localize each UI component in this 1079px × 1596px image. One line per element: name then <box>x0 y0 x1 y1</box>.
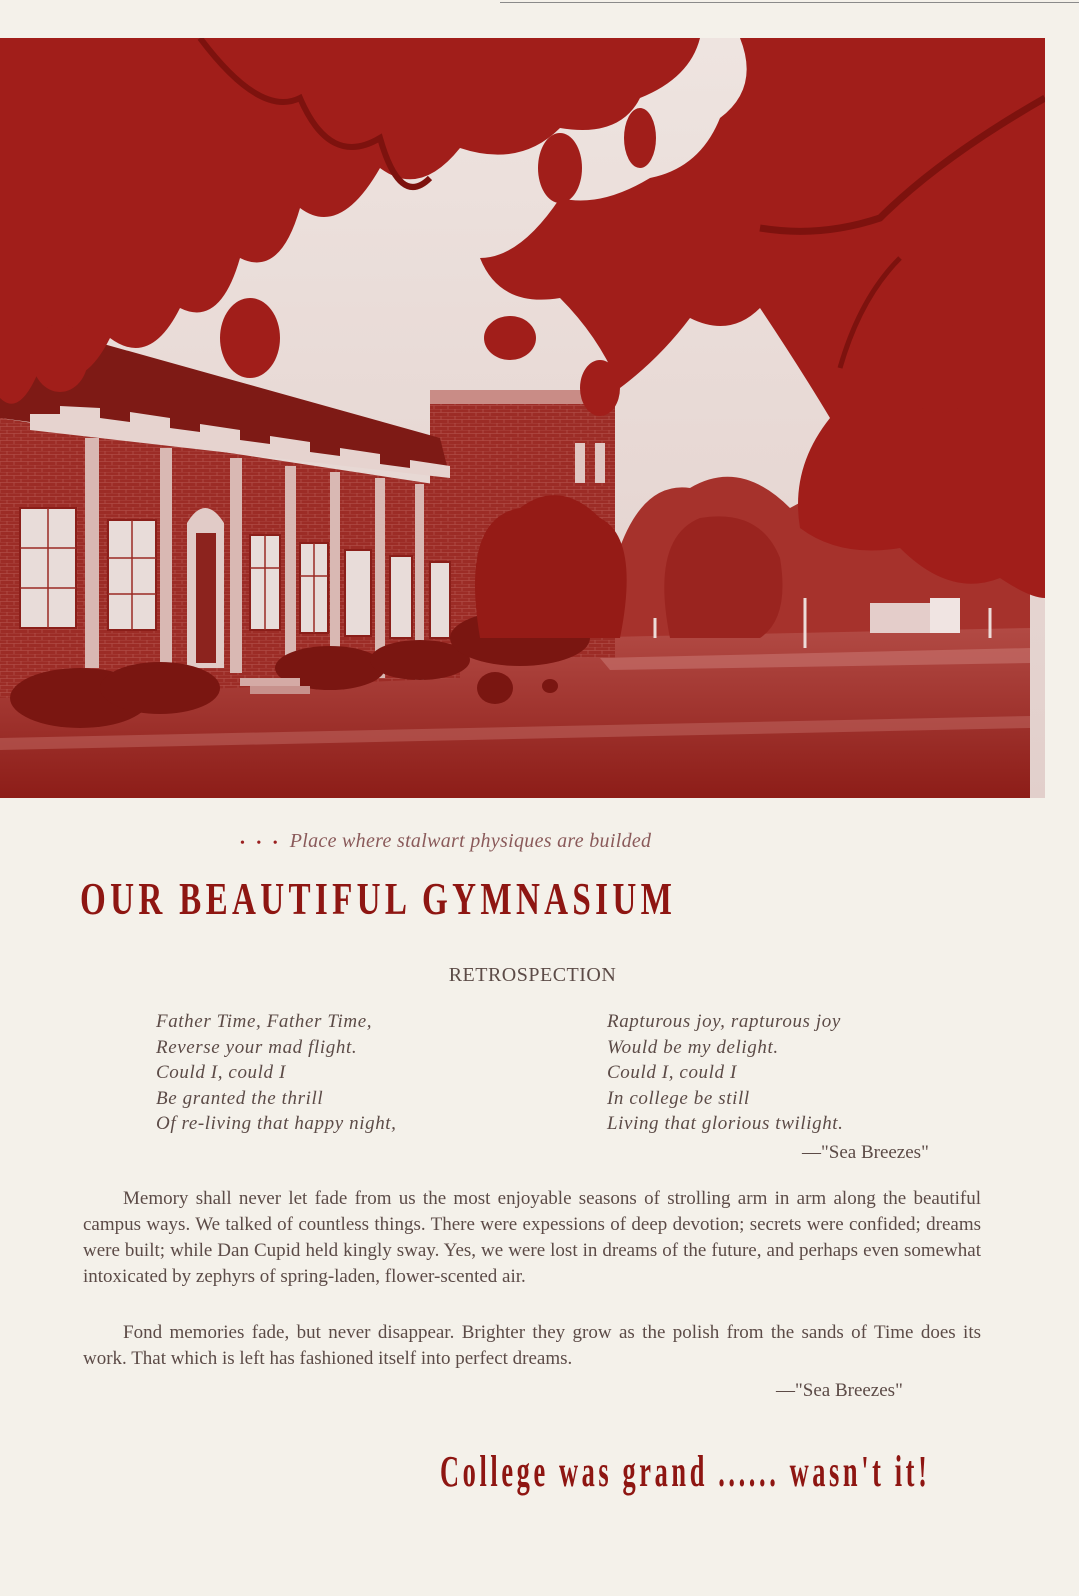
photo-caption <box>240 830 651 853</box>
poem-stanza-right <box>607 1009 844 1137</box>
prose-paragraph-1 <box>83 1186 981 1290</box>
poem-line: In college be still <box>607 1087 750 1109</box>
poem-line: Of re-living that happy night, <box>156 1113 397 1134</box>
poem-line: Rapturous joy, rapturous joy <box>607 1011 841 1032</box>
caption-bullets: • • • <box>240 836 282 851</box>
prose-paragraph-2 <box>83 1320 981 1372</box>
poem-line: Be granted the thrill <box>156 1087 324 1109</box>
poem-stanza-left <box>156 1009 397 1137</box>
page-title: OUR BEAUTIFUL GYMNASIUM <box>80 873 677 924</box>
prose-attribution: —"Sea Breezes" <box>776 1380 903 1401</box>
paragraph-text: Fond memories fade, but never disappear. Brighter they grow as the polish from the sands of Time does its work. That which is left has fashioned itself into perfect dreams. <box>83 1322 981 1369</box>
poem-title: RETROSPECTION <box>448 964 617 986</box>
top-rule <box>500 2 1079 3</box>
closing-line: College was grand ...... wasn't it! <box>440 1447 931 1496</box>
gymnasium-photo <box>0 38 1045 798</box>
poem-line: Reverse your mad flight. <box>156 1036 358 1058</box>
poem-line: Father Time, Father Time, <box>156 1011 373 1032</box>
poem-attribution: —"Sea Breezes" <box>802 1142 929 1163</box>
poem-line: Living that glorious twilight. <box>607 1113 844 1134</box>
poem-line: Could I, could I <box>156 1062 286 1083</box>
paragraph-text: Memory shall never let fade from us the most enjoyable seasons of strolling arm in arm along the beautiful campus ways. We talked of countless things. There were expessions of deep devotion; secrets were confided; dreams were built; while Dan Cupid held kingly sway. Yes, we were lost in dreams of the future, and perhaps even somewhat intoxicated by zephyrs of spring-laden, flower-scented air. <box>83 1188 981 1287</box>
poem-line: Would be my delight. <box>607 1036 779 1058</box>
caption-text: Place where stalwart physiques are builded <box>289 830 652 852</box>
poem-line: Could I, could I <box>607 1062 737 1083</box>
